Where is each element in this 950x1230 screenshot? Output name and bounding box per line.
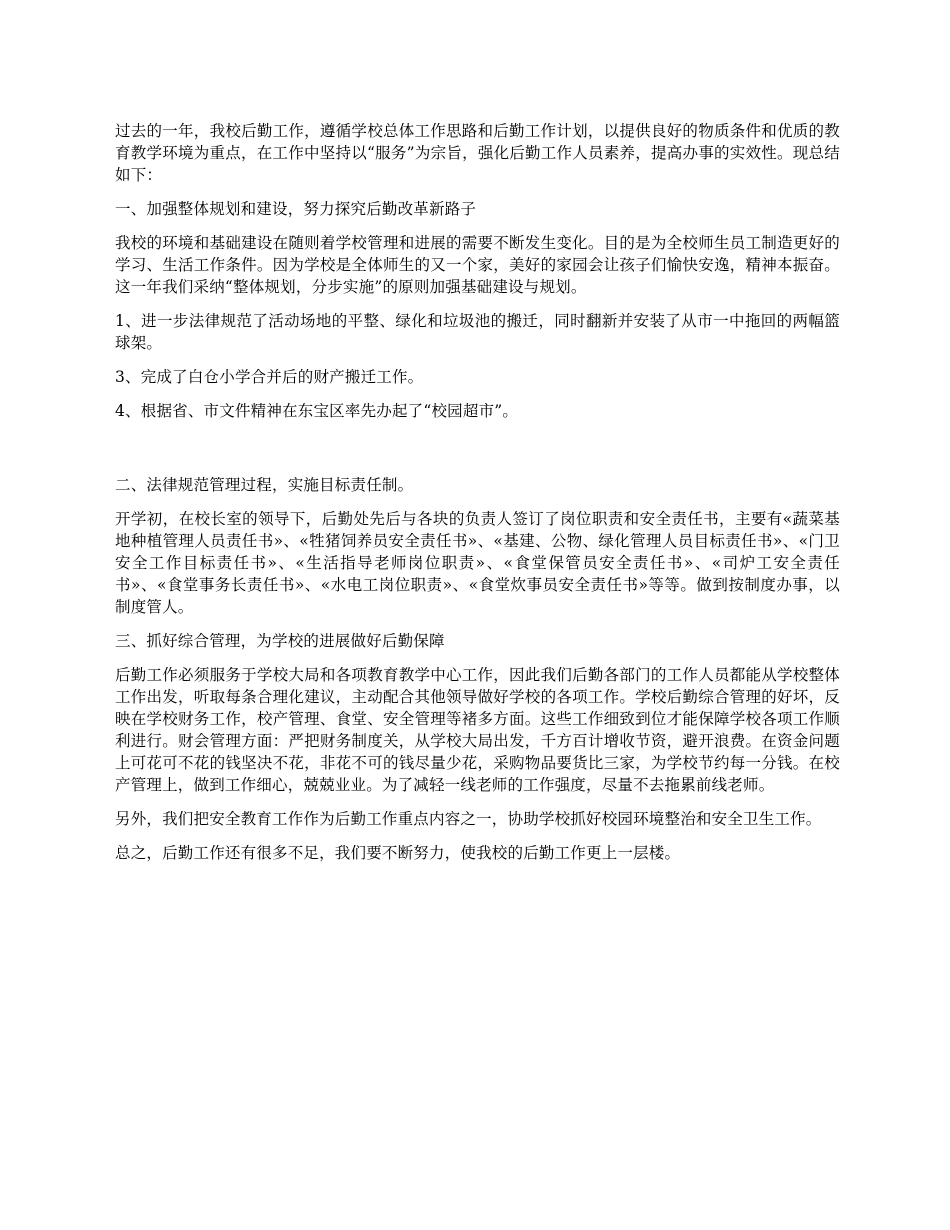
spacer bbox=[115, 434, 840, 474]
section-heading-3: 三、抓好综合管理，为学校的进展做好后勤保障 bbox=[115, 632, 445, 650]
body-paragraph: 后勤工作必须服务于学校大局和各项教育教学中心工作，因此我们后勤各部门的工作人员都能从学校整体工作出发，听取每条合理化建议，主动配合其他领导做好学校的各项工作。学校后勤综合管理的好坏，反映在学校财务工作，校产管理、食堂、安全管理等褚多方面。这些工作细致到位才能保障学校各项工作顺利进行。财会管理方面：严把财务制度关，从学校大局出发，千方百计增收节资，避开浪费。在资金问题上可花可不花的钱坚决不花，非花不可的钱尽量少花，采购物品要货比三家，为学校节约每一分钱。在校产管理上，做到工作细心，兢兢业业。为了减轻一线老师的工作强度，尽量不去拖累前线老师。 bbox=[115, 666, 840, 794]
list-item-1: 1、进一步法律规范了活动场地的平整、绿化和垃圾池的搬迁，同时翻新并安装了从市一中拖回的两幅篮球架。 bbox=[115, 312, 840, 352]
section-heading-1: 一、加强整体规划和建设，努力探究后勤改革新路子 bbox=[115, 200, 477, 218]
intro-paragraph: 过去的一年，我校后勤工作，遵循学校总体工作思路和后勤工作计划，以提供良好的物质条件和优质的教育教学环境为重点，在工作中坚持以“服务”为宗旨，强化后勤工作人员素养，提高办事的实效性。现总结如下： bbox=[115, 122, 840, 184]
closing-paragraph: 总之，后勤工作还有很多不足，我们要不断努力，使我校的后勤工作更上一层楼。 bbox=[115, 844, 681, 862]
body-paragraph: 另外，我们把安全教育工作作为后勤工作重点内容之一，协助学校抓好校园环境整治和安全卫生工作。 bbox=[115, 810, 822, 828]
body-paragraph: 开学初，在校长室的领导下，后勤处先后与各块的负责人签订了岗位职责和安全责任书，主要有«蔬菜基地种植管理人员责任书»、«牲猪饲养员安全责任书»、«基建、公物、绿化管理人员目标责任书»、«门卫安全工作目标责任书»、«生活指导老师岗位职责»、«食堂保管员安全责任书»、«司炉工安全责任书»、«食堂事务长责任书»、«水电工岗位职责»、«食堂炊事员安全责任书»等等。做到按制度办事，以制度管人。 bbox=[115, 510, 840, 616]
body-paragraph: 我校的环境和基础建设在随则着学校管理和进展的需要不断发生变化。目的是为全校师生员工制造更好的学习、生活工作条件。因为学校是全体师生的又一个家，美好的家园会让孩子们愉快安逸，精神本振奋。这一年我们采纳“整体规划，分步实施”的原则加强基础建设与规划。 bbox=[115, 234, 840, 296]
section-heading-2: 二、法律规范管理过程，实施目标责任制。 bbox=[115, 476, 414, 494]
list-item-4: 4、根据省、市文件精神在东宝区率先办起了“校园超市”。 bbox=[115, 402, 519, 420]
list-item-3: 3、完成了白仓小学合并后的财产搬迁工作。 bbox=[115, 368, 424, 386]
